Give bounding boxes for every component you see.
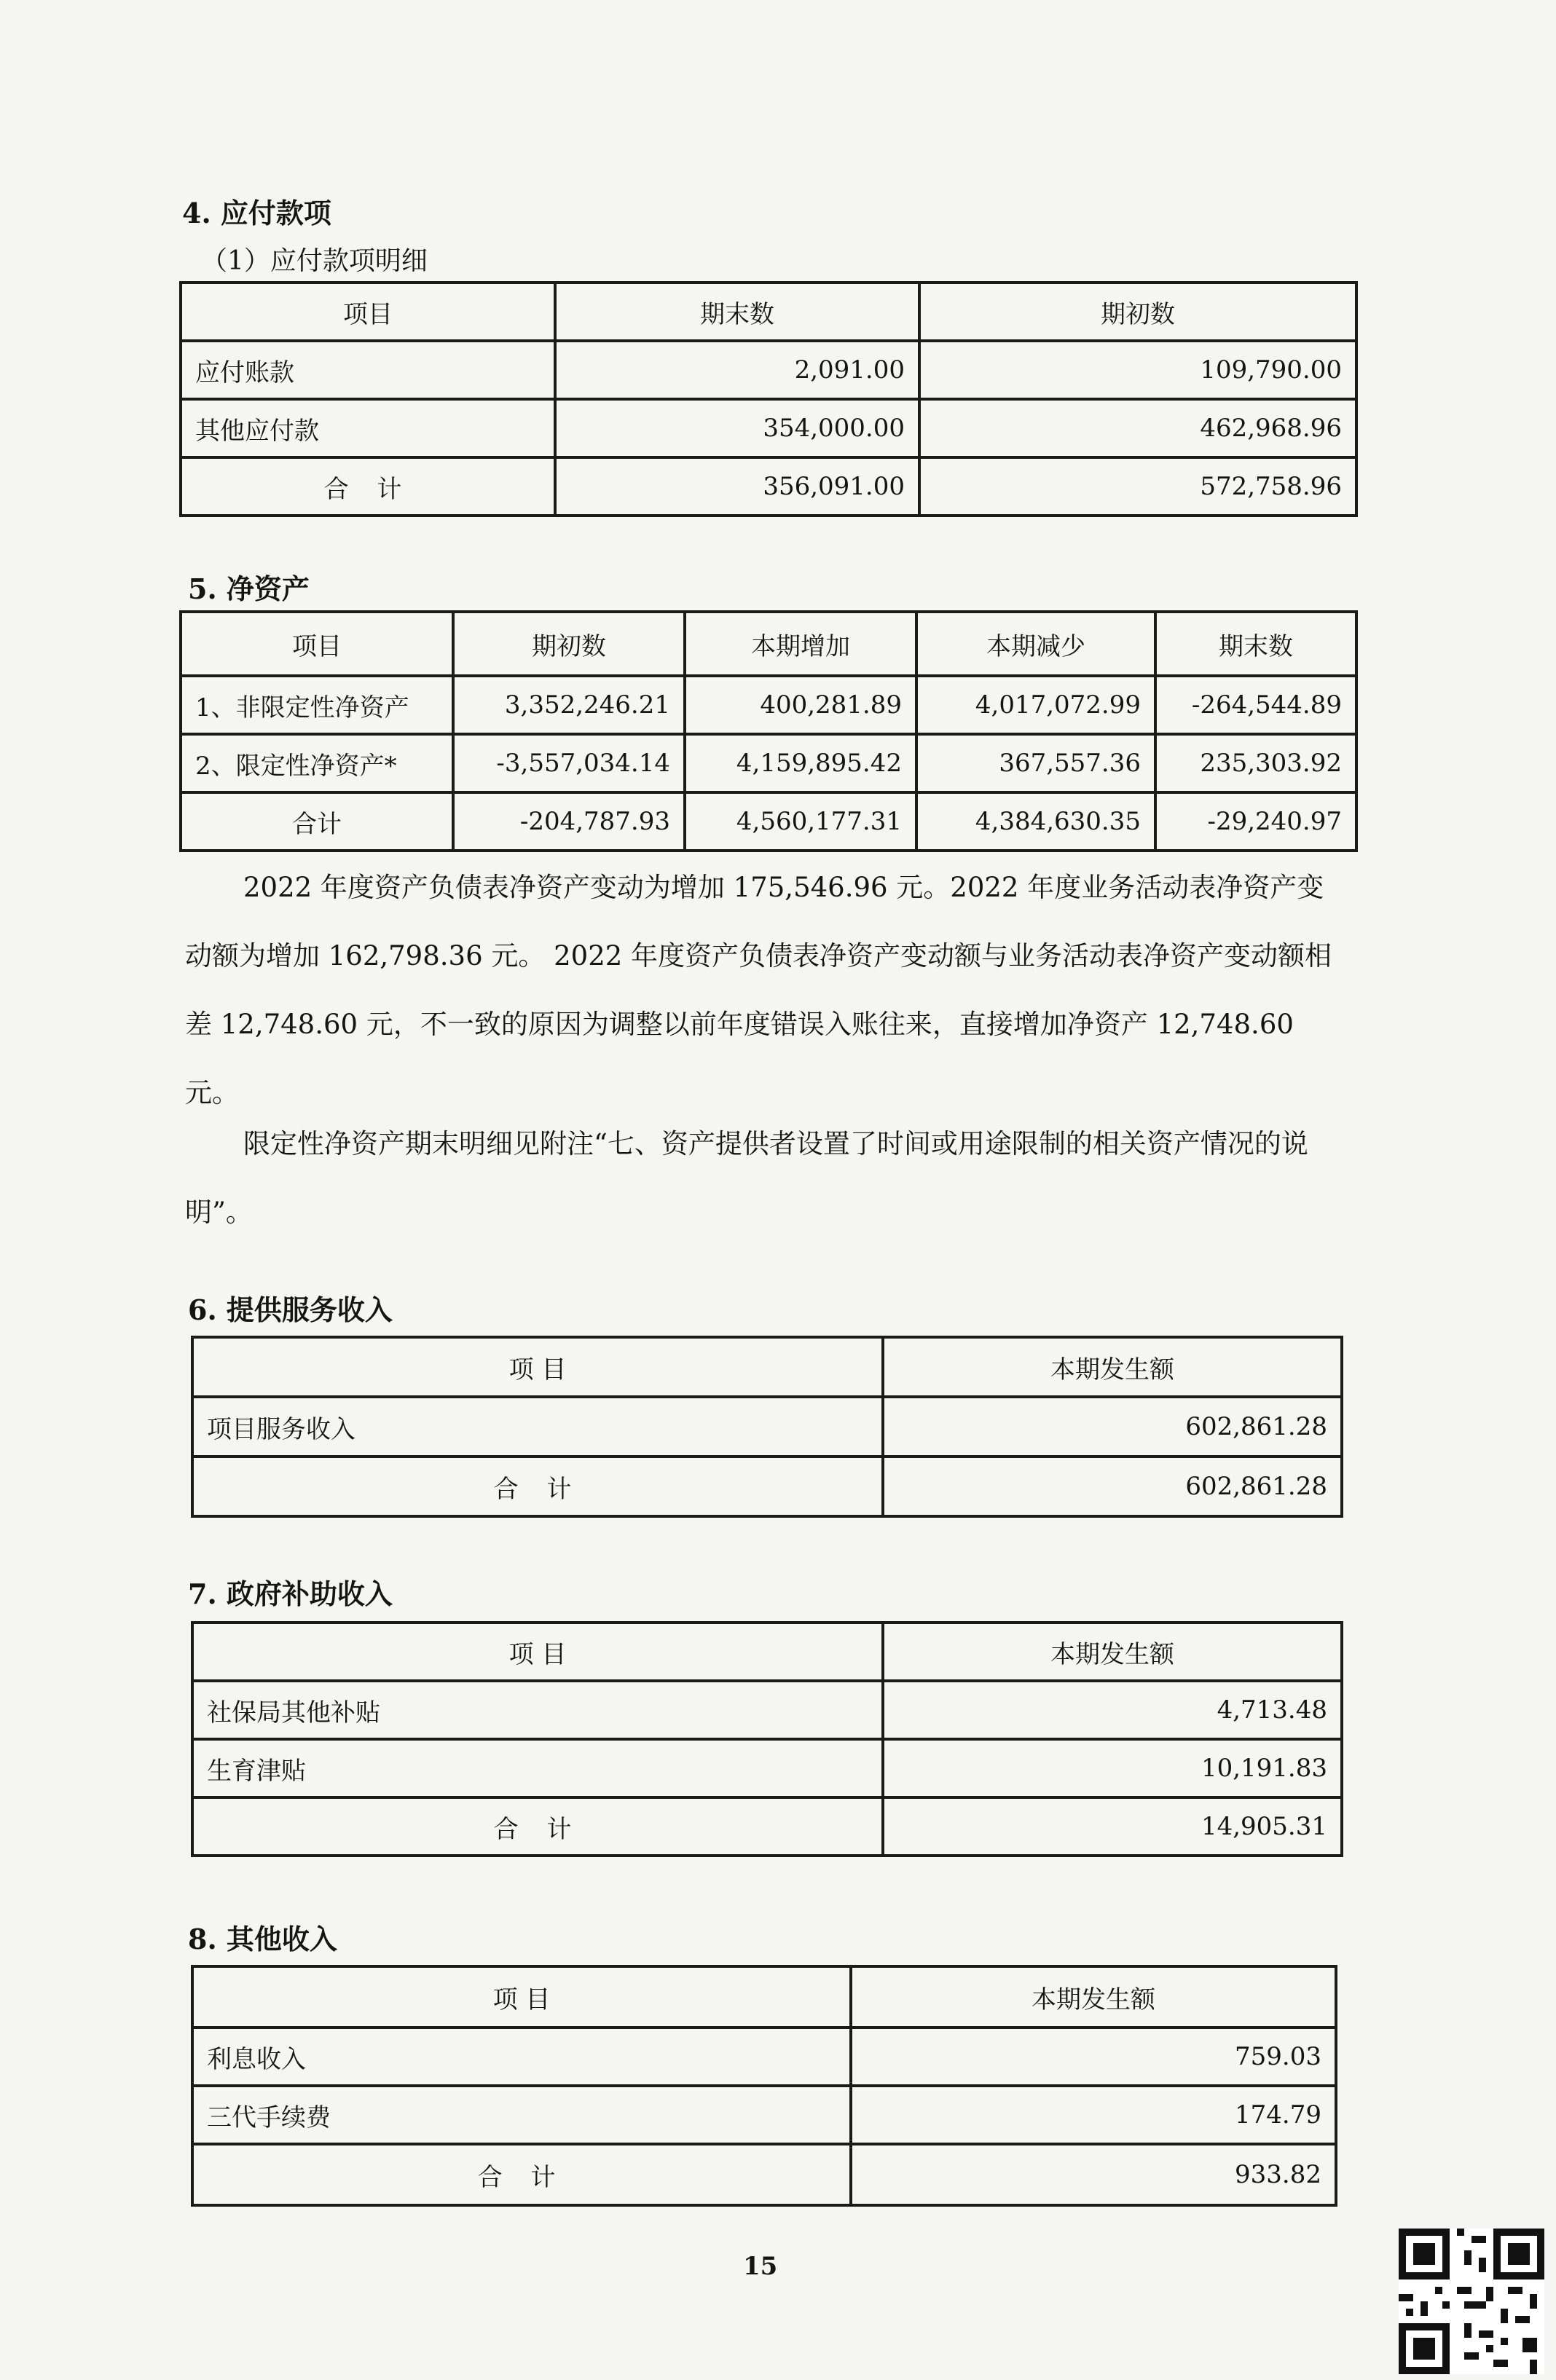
table-row (192, 1739, 1342, 1797)
table-total-row (192, 1797, 1342, 1856)
row-value: 354,000.00 (555, 399, 919, 457)
header-item: 项目 (181, 283, 555, 341)
total-label: 合 计 (192, 1457, 883, 1516)
header-item: 项 目 (192, 1966, 851, 2028)
total-value: 602,861.28 (883, 1457, 1342, 1516)
total-value: 572,758.96 (919, 457, 1356, 516)
table-row (192, 2086, 1336, 2144)
table-header-row (181, 612, 1356, 676)
header-item: 项 目 (192, 1337, 883, 1397)
total-label: 合 计 (181, 457, 555, 516)
row-value: 462,968.96 (919, 399, 1356, 457)
row-value: -3,557,034.14 (453, 734, 685, 792)
section-6-title: 6. 提供服务收入 (188, 1293, 393, 1326)
row-value: 400,281.89 (685, 676, 916, 734)
header-begin: 期初数 (453, 612, 685, 676)
header-end: 期末数 (555, 283, 919, 341)
total-label: 合 计 (192, 1797, 883, 1856)
table-row (192, 1681, 1342, 1739)
header-increase: 本期增加 (685, 612, 916, 676)
table-header-row (192, 1623, 1342, 1681)
total-value: -29,240.97 (1155, 792, 1356, 851)
total-value: 356,091.00 (555, 457, 919, 516)
row-value: 235,303.92 (1155, 734, 1356, 792)
row-value: 2,091.00 (555, 341, 919, 399)
header-amount: 本期发生额 (883, 1337, 1342, 1397)
header-item: 项目 (181, 612, 453, 676)
table-row (181, 734, 1356, 792)
row-label: 项目服务收入 (192, 1397, 883, 1457)
gov-subsidy-table (191, 1621, 1343, 1857)
row-label: 其他应付款 (181, 399, 555, 457)
table-row (192, 2028, 1336, 2086)
row-value: 759.03 (851, 2028, 1336, 2086)
paragraph-text: 2022 年度资产负债表净资产变动为增加 175,546.96 元。2022 年度业务活动表净资产变动额为增加 162,798.36 元。 2022 年度资产负债表净资产变动额与业务活动表净资产变动额相差 12,748.60 元，不一致的原因为调整以前年度错误入账往来，直接增加净资产 12,748.60 元。 (185, 872, 1332, 1108)
restricted-assets-note (185, 1110, 1351, 1247)
table-header-row (181, 283, 1356, 341)
total-label: 合 计 (192, 2144, 851, 2205)
qr-code-icon (1399, 2229, 1544, 2374)
header-item: 项 目 (192, 1623, 883, 1681)
net-assets-table (179, 610, 1358, 852)
total-value: 14,905.31 (883, 1797, 1342, 1856)
total-value: 4,384,630.35 (916, 792, 1155, 851)
row-value: -264,544.89 (1155, 676, 1356, 734)
total-value: -204,787.93 (453, 792, 685, 851)
table-total-row (192, 2144, 1336, 2205)
row-value: 10,191.83 (883, 1739, 1342, 1797)
total-value: 933.82 (851, 2144, 1336, 2205)
table-total-row (181, 792, 1356, 851)
row-value: 602,861.28 (883, 1397, 1342, 1457)
row-value: 4,159,895.42 (685, 734, 916, 792)
table-row (181, 341, 1356, 399)
row-value: 109,790.00 (919, 341, 1356, 399)
section-8-title: 8. 其他收入 (188, 1923, 337, 1955)
table-row (181, 676, 1356, 734)
row-label: 利息收入 (192, 2028, 851, 2086)
header-end: 期末数 (1155, 612, 1356, 676)
header-begin: 期初数 (919, 283, 1356, 341)
table-header-row (192, 1966, 1336, 2028)
row-value: 367,557.36 (916, 734, 1155, 792)
row-label: 2、限定性净资产* (181, 734, 453, 792)
total-value: 4,560,177.31 (685, 792, 916, 851)
section-7-title: 7. 政府补助收入 (188, 1577, 393, 1610)
row-label: 1、非限定性净资产 (181, 676, 453, 734)
row-value: 3,352,246.21 (453, 676, 685, 734)
header-amount: 本期发生额 (883, 1623, 1342, 1681)
section-4-subtitle: （1）应付款项明细 (201, 246, 428, 276)
net-assets-explanation (185, 854, 1351, 1127)
table-row (192, 1397, 1342, 1457)
row-label: 应付账款 (181, 341, 555, 399)
table-row (181, 399, 1356, 457)
row-value: 174.79 (851, 2086, 1336, 2144)
section-4-title: 4. 应付款项 (182, 197, 331, 229)
other-income-table (191, 1965, 1337, 2207)
row-value: 4,017,072.99 (916, 676, 1155, 734)
row-label: 三代手续费 (192, 2086, 851, 2144)
paragraph-text: 限定性净资产期末明细见附注“七、资产提供者设置了时间或用途限制的相关资产情况的说明”。 (185, 1128, 1308, 1228)
service-revenue-table (191, 1336, 1343, 1518)
page-number: 15 (743, 2252, 778, 2281)
row-label: 社保局其他补贴 (192, 1681, 883, 1739)
section-5-title: 5. 净资产 (188, 572, 310, 605)
table-total-row (181, 457, 1356, 516)
table-total-row (192, 1457, 1342, 1516)
row-label: 生育津贴 (192, 1739, 883, 1797)
header-decrease: 本期减少 (916, 612, 1155, 676)
total-label: 合计 (181, 792, 453, 851)
header-amount: 本期发生额 (851, 1966, 1336, 2028)
row-value: 4,713.48 (883, 1681, 1342, 1739)
payables-table (179, 281, 1358, 517)
table-header-row (192, 1337, 1342, 1397)
